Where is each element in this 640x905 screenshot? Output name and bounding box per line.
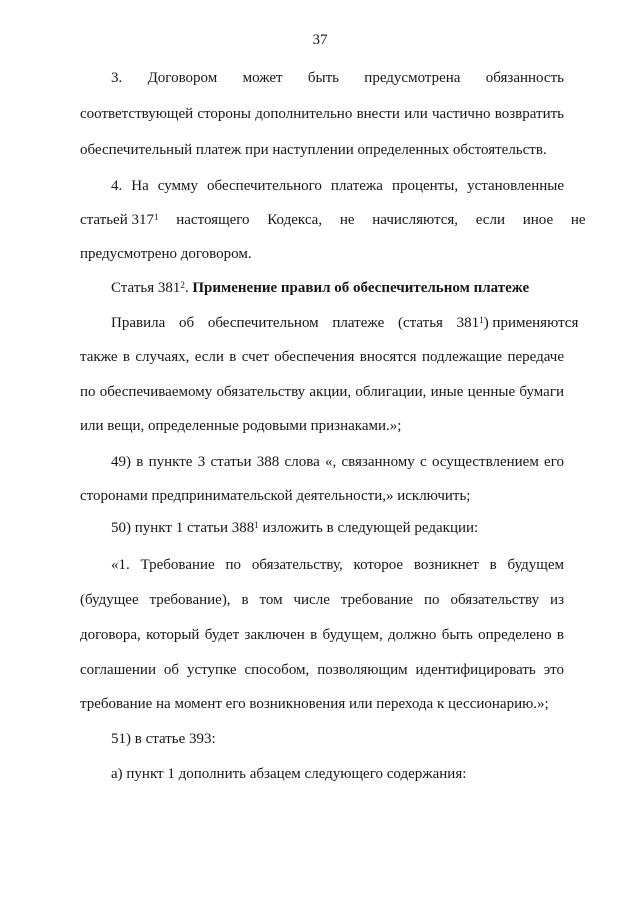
article-line-2: также в случаях, если в счет обеспечения вносятся подлежащие передаче [80, 349, 564, 365]
text-run: ) применяются [483, 315, 579, 331]
article-prefix: Статья 381 [111, 280, 181, 296]
text-run: . [184, 280, 193, 296]
text-run: настоящего Кодекса, не начисляются, если иное не [158, 212, 586, 228]
item-50-line-1 [111, 518, 564, 538]
para-4-line-2 [80, 210, 586, 230]
article-line-3: по обеспечиваемому обязательству акции, облигации, иные ценные бумаги [80, 384, 564, 400]
text-run: Правила об обеспечительном платеже (статья 381 [111, 315, 480, 331]
page-number: 37 [312, 32, 328, 48]
para-3-line-3: обеспечительный платеж при наступлении определенных обстоятельств. [80, 142, 547, 158]
para-4-line-1: 4. На сумму обеспечительного платежа проценты, установленные [111, 178, 564, 194]
article-line-4: или вещи, определенные родовыми признаками.»; [80, 418, 402, 434]
item-49-line-2: сторонами предпринимательской деятельности,» исключить; [80, 488, 471, 504]
quote-line-1: «1. Требование по обязательству, которое возникнет в будущем [111, 557, 564, 573]
quote-line-3: договора, который будет заключен в будущем, должно быть определено в [80, 627, 564, 643]
superscript: 2 [180, 280, 185, 290]
item-51-line-1: 51) в статье 393: [111, 731, 216, 747]
para-4-line-3: предусмотрено договором. [80, 246, 252, 262]
superscript: 1 [254, 520, 259, 530]
superscript: 1 [154, 212, 159, 222]
text-run: изложить в следующей редакции: [258, 520, 479, 536]
text-run: статьей 317 [80, 212, 154, 228]
article-line-1 [111, 313, 579, 333]
item-49-line-1: 49) в пункте 3 статьи 388 слова «, связанному с осуществлением его [111, 454, 564, 470]
para-3-line-1: 3. Договором может быть предусмотрена обязанность [111, 70, 564, 86]
quote-line-5: требование на момент его возникновения или перехода к цессионарию.»; [80, 696, 549, 712]
para-3-line-2: соответствующей стороны дополнительно внести или частично возвратить [80, 106, 564, 122]
superscript: 1 [479, 315, 484, 325]
article-title: Применение правил об обеспечительном платеже [192, 280, 530, 296]
quote-line-2: (будущее требование), в том числе требование по обязательству из [80, 592, 564, 608]
item-51-subitem-a: а) пункт 1 дополнить абзацем следующего содержания: [111, 766, 467, 782]
quote-line-4: соглашении об уступке способом, позволяющим идентифицировать это [80, 662, 564, 678]
text-run: 50) пункт 1 статьи 388 [111, 520, 255, 536]
article-heading [111, 278, 564, 298]
